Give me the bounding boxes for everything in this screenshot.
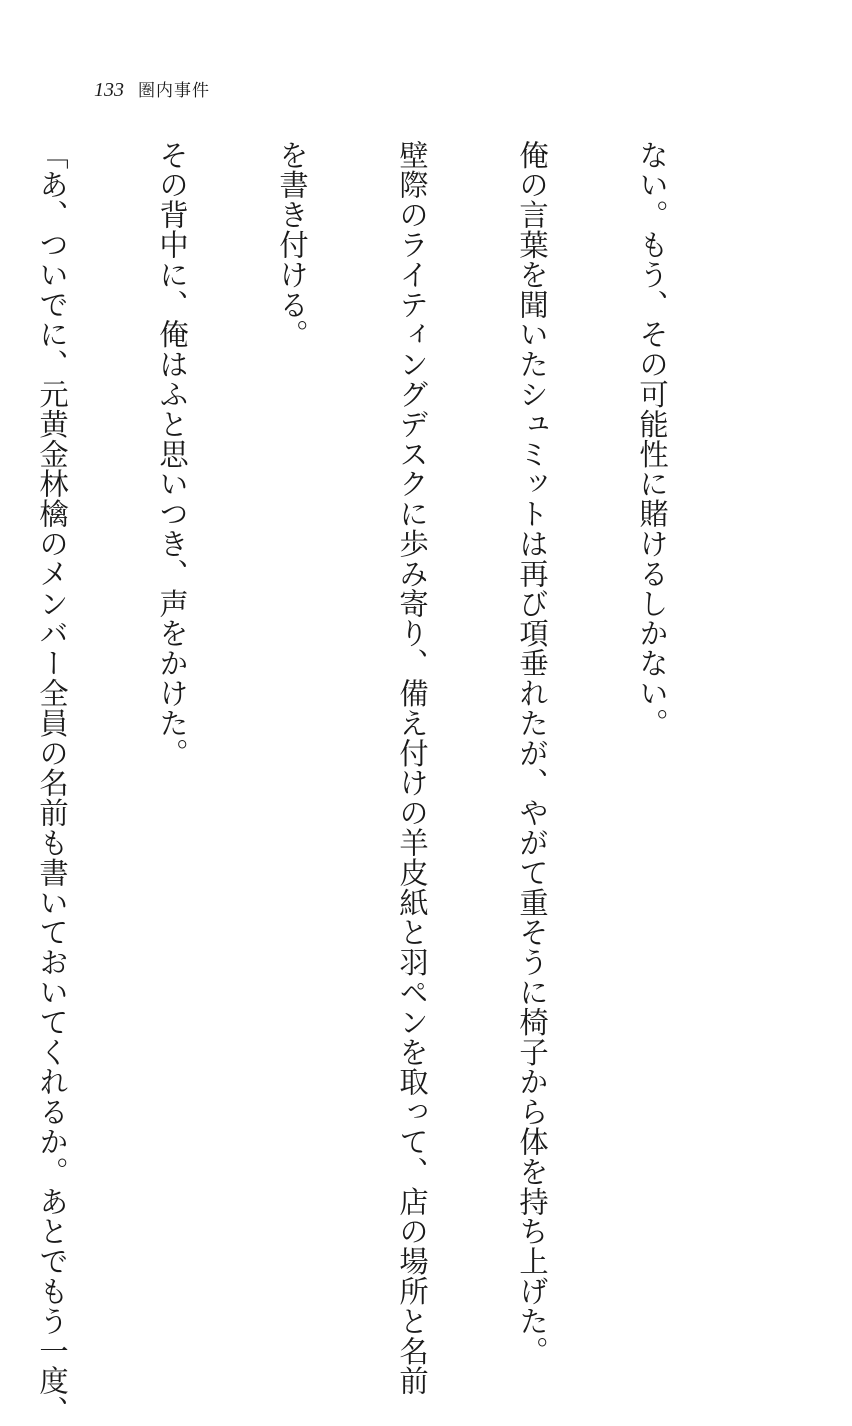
text-line: 「あ、ついでに、元黄金林檎のメンバー全員の名前も書いておいてくれるか。あとでもう一度、 bbox=[35, 140, 69, 1426]
page-header bbox=[94, 76, 210, 102]
text-line: ない。もう、その可能性に賭けるしかない。 bbox=[635, 140, 669, 738]
chapter-title: 圏内事件 bbox=[138, 81, 210, 101]
body-text bbox=[35, 140, 752, 1426]
page-number: 133 bbox=[94, 79, 124, 101]
text-line: 壁際のライティングデスクに歩み寄り、備え付けの羊皮紙と羽ペンを取って、店の場所と名前 bbox=[395, 140, 429, 1396]
text-line: その背中に、俺はふと思いつき、声をかけた。 bbox=[155, 140, 189, 768]
text-line: 俺の言葉を聞いたシュミットは再び項垂れたが、やがて重そうに椅子から体を持ち上げた。 bbox=[515, 140, 549, 1366]
text-line: を書き付ける。 bbox=[275, 140, 309, 350]
